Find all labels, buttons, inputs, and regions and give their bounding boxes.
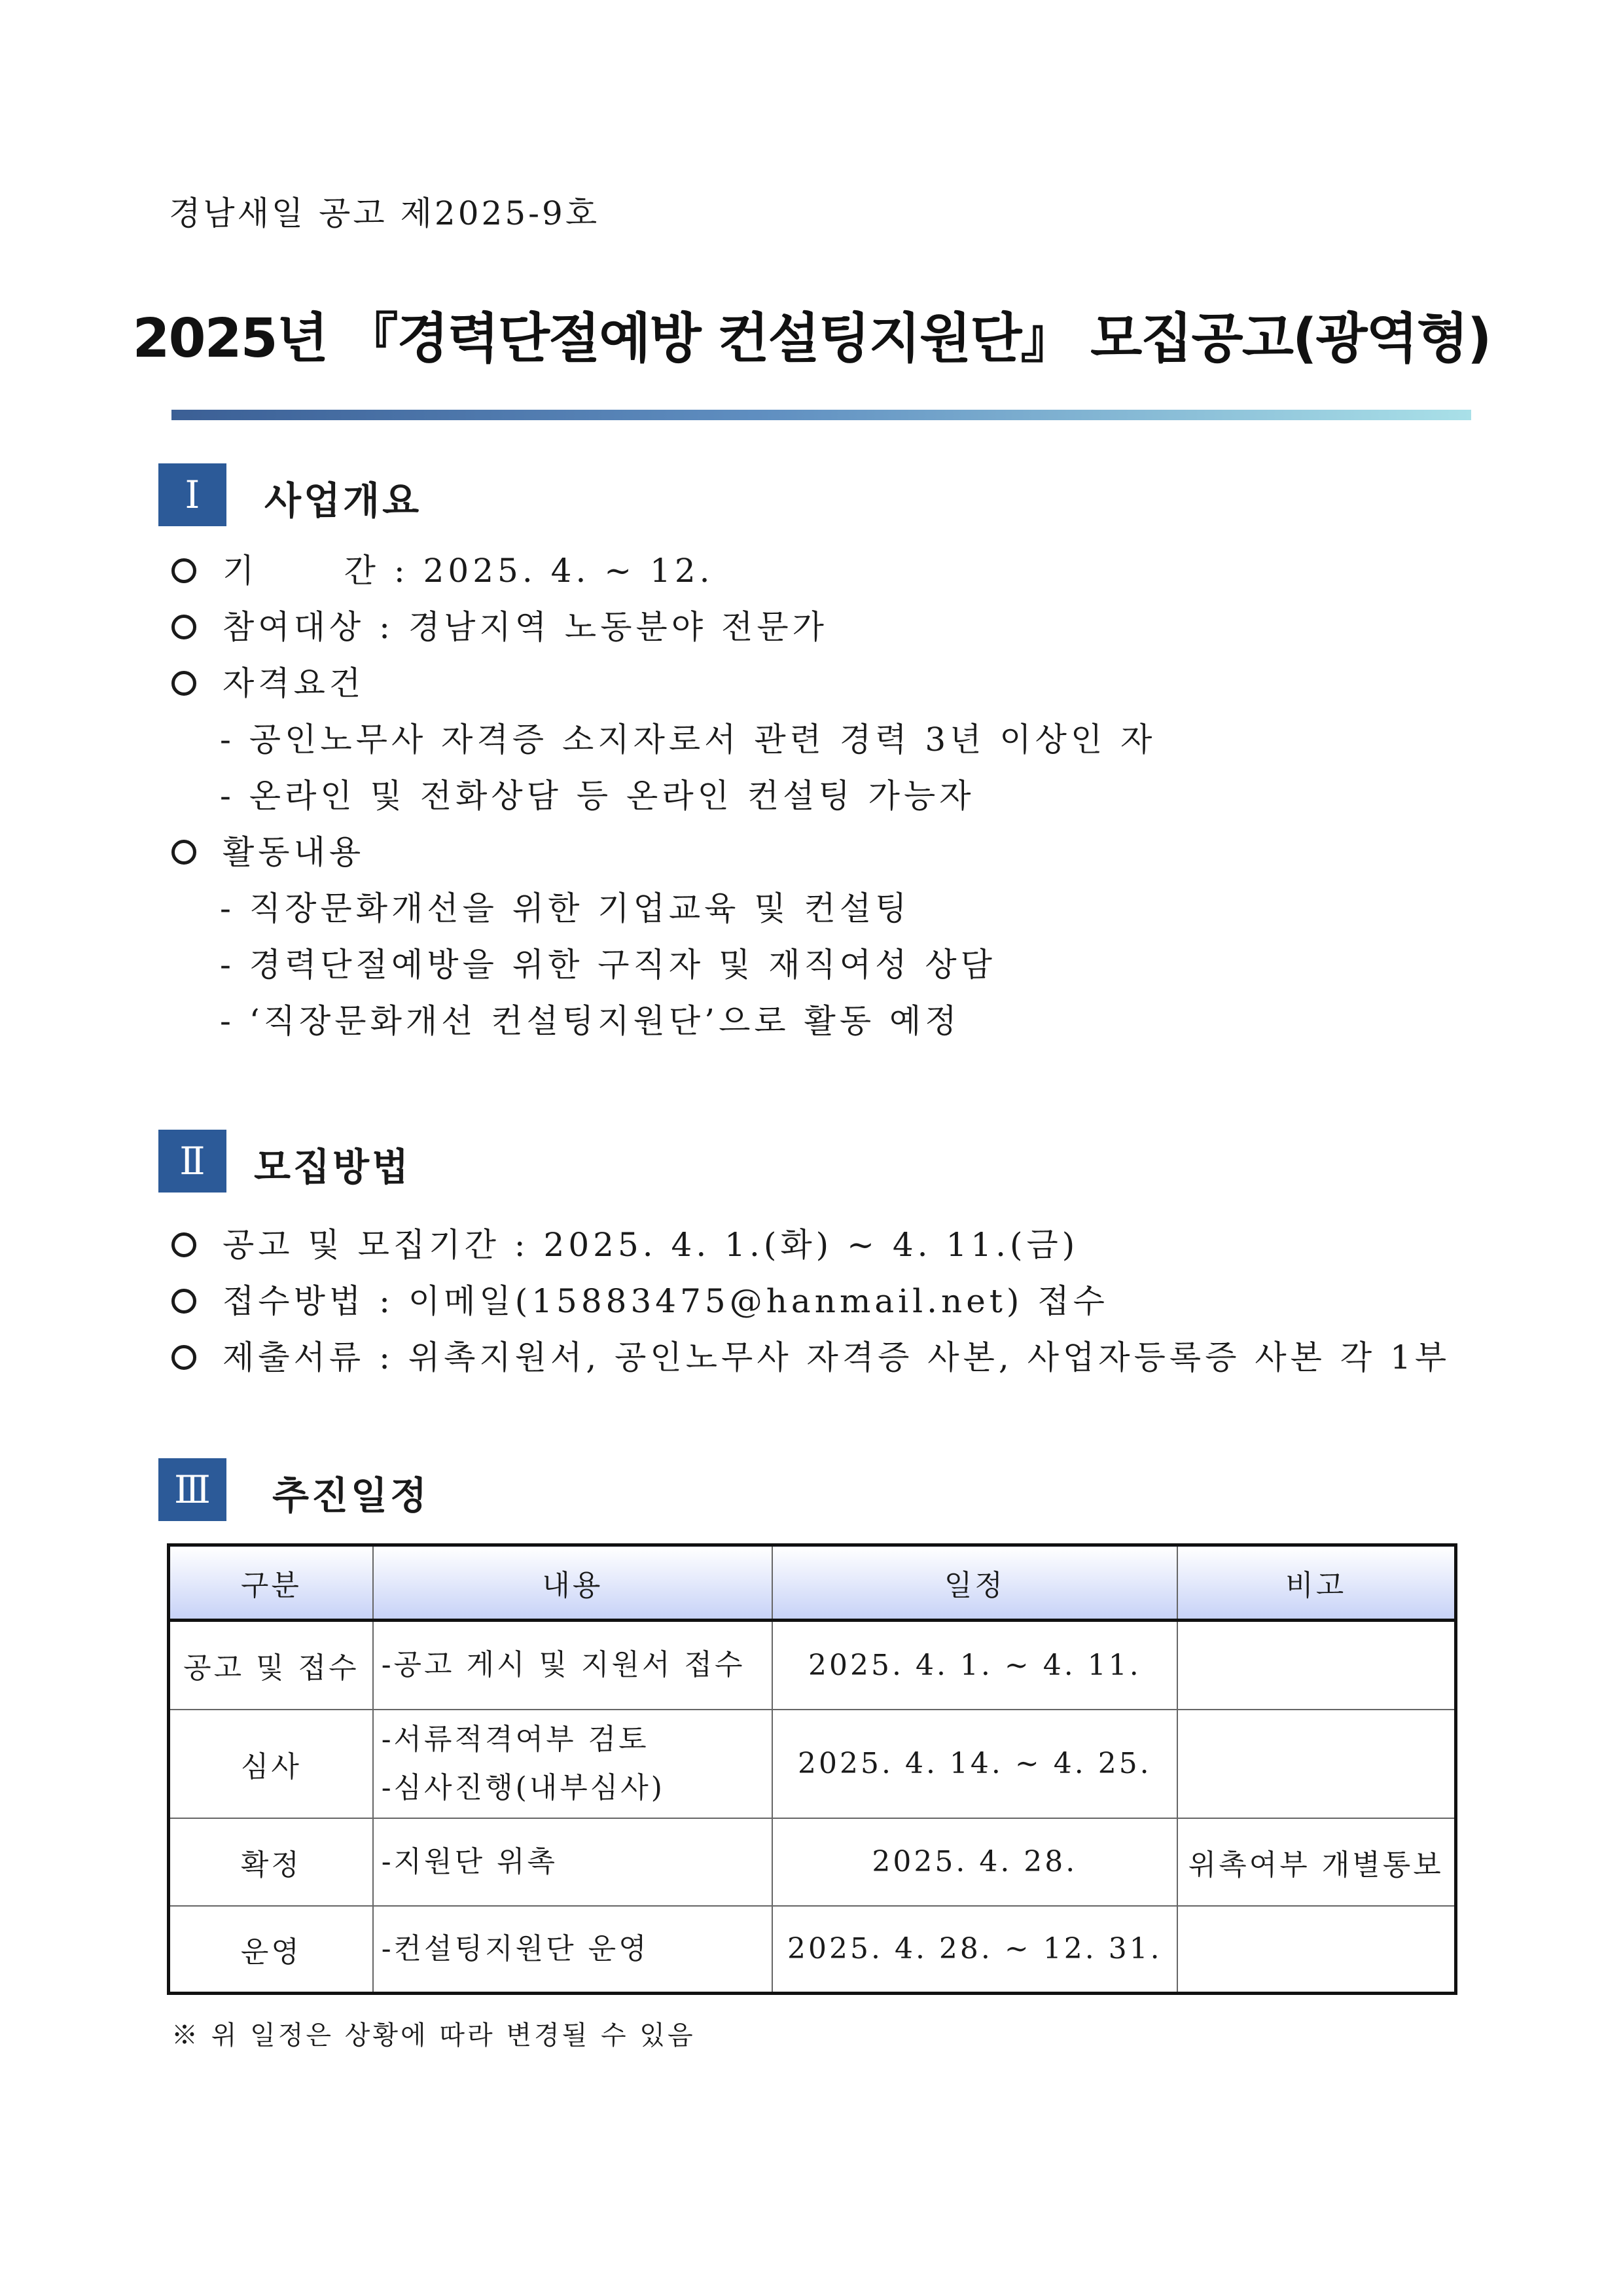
- row-content: [373, 1710, 772, 1818]
- document-number: 경남새일 공고 제2025-9호: [169, 194, 600, 232]
- table-row: [169, 1621, 1456, 1710]
- table-row: [169, 1906, 1456, 1994]
- circle-bullet-icon: [171, 1289, 196, 1314]
- page-title: 2025년 『경력단절예방 컨설팅지원단』 모집공고(광역형): [132, 308, 1491, 370]
- qualification-text: 자격요건: [223, 664, 365, 702]
- content-line: -심사진행(내부심사): [381, 1770, 665, 1804]
- schedule-table: [167, 1543, 1457, 1995]
- section-1-badge: Ⅰ: [158, 463, 226, 526]
- activity-detail-1: - 직장문화개선을 위한 기업교육 및 컨설팅: [220, 889, 911, 927]
- section-1-heading: 사업개요: [264, 478, 422, 523]
- row-note: [1177, 1621, 1456, 1710]
- table-row: [169, 1818, 1456, 1906]
- section-2-item-documents: [171, 1331, 1450, 1378]
- section-2-item-period: [171, 1219, 1079, 1266]
- activity-detail-2: - 경력단절예방을 위한 구직자 및 재직여성 상담: [220, 946, 996, 984]
- table-row: [169, 1710, 1456, 1818]
- row-content: [373, 1906, 772, 1994]
- row-category: 운영: [169, 1906, 373, 1994]
- header-category: 구분: [169, 1545, 373, 1621]
- row-schedule: 2025. 4. 28.: [772, 1818, 1177, 1906]
- row-content: [373, 1818, 772, 1906]
- row-content: [373, 1621, 772, 1710]
- section-1-item-activity: [171, 826, 365, 873]
- content-line: -지원단 위촉: [381, 1844, 558, 1878]
- circle-bullet-icon: [171, 1232, 196, 1257]
- activity-detail-3: - ‘직장문화개선 컨설팅지원단’으로 활동 예정: [220, 1002, 961, 1040]
- content-line: -서류적격여부 검토: [381, 1722, 649, 1756]
- documents-text: 제출서류 : 위촉지원서, 공인노무사 자격증 사본, 사업자등록증 사본 각 1부: [223, 1338, 1451, 1376]
- section-1-item-qualification: [171, 657, 365, 704]
- recruit-period-text: 공고 및 모집기간 : 2025. 4. 1.(화) ~ 4. 11.(금): [223, 1226, 1079, 1264]
- row-note: [1177, 1906, 1456, 1994]
- period-text: 기 간 : 2025. 4. ~ 12.: [223, 552, 714, 590]
- title-underline-bar: [171, 410, 1471, 420]
- row-category: 확정: [169, 1818, 373, 1906]
- section-1-item-target: [171, 601, 828, 648]
- section-3-badge: Ⅲ: [158, 1458, 226, 1521]
- header-schedule: 일정: [772, 1545, 1177, 1621]
- section-2-heading: 모집방법: [254, 1145, 412, 1189]
- circle-bullet-icon: [171, 558, 196, 583]
- qualification-detail-2: - 온라인 및 전화상담 등 온라인 컨설팅 가능자: [220, 777, 975, 815]
- section-3-heading: 추진일정: [272, 1473, 430, 1518]
- circle-bullet-icon: [171, 671, 196, 696]
- header-note: 비고: [1177, 1545, 1456, 1621]
- content-line: -공고 게시 및 지원서 접수: [381, 1648, 745, 1682]
- header-content: 내용: [373, 1545, 772, 1621]
- row-schedule: 2025. 4. 28. ~ 12. 31.: [772, 1906, 1177, 1994]
- table-header-row: [169, 1545, 1456, 1621]
- target-text: 참여대상 : 경남지역 노동분야 전문가: [223, 608, 828, 646]
- section-2-badge: Ⅱ: [158, 1130, 226, 1193]
- row-note: 위촉여부 개별통보: [1177, 1818, 1456, 1906]
- section-2-item-method: [171, 1275, 1109, 1322]
- method-text: 접수방법 : 이메일(15883475@hanmail.net) 접수: [223, 1282, 1109, 1320]
- circle-bullet-icon: [171, 1345, 196, 1370]
- row-schedule: 2025. 4. 1. ~ 4. 11.: [772, 1621, 1177, 1710]
- circle-bullet-icon: [171, 840, 196, 865]
- row-note: [1177, 1710, 1456, 1818]
- circle-bullet-icon: [171, 615, 196, 639]
- qualification-detail-1: - 공인노무사 자격증 소지자로서 관련 경력 3년 이상인 자: [220, 721, 1156, 759]
- activity-text: 활동내용: [223, 833, 365, 871]
- row-schedule: 2025. 4. 14. ~ 4. 25.: [772, 1710, 1177, 1818]
- schedule-footnote: ※ 위 일정은 상황에 따라 변경될 수 있음: [171, 2020, 696, 2051]
- content-line: -컨설팅지원단 운영: [381, 1931, 649, 1965]
- row-category: 심사: [169, 1710, 373, 1818]
- section-1-item-period: [171, 545, 714, 592]
- row-category: 공고 및 접수: [169, 1621, 373, 1710]
